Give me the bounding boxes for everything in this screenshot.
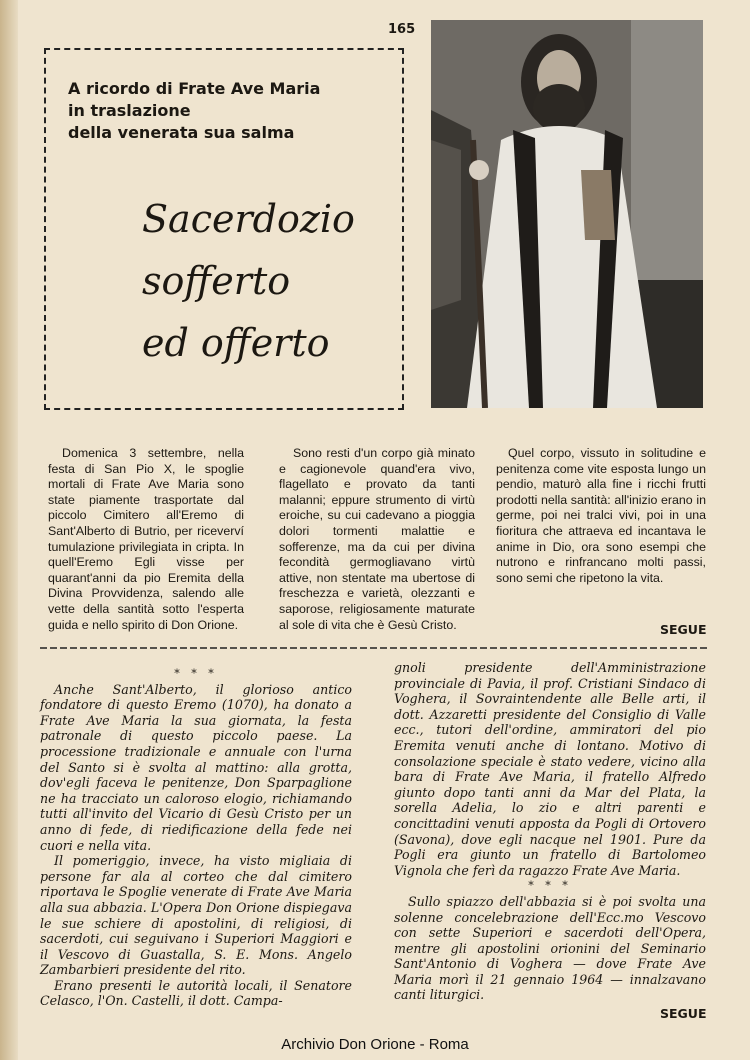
subtitle-line: della venerata sua salma [68,123,295,142]
headline-line: ed offerto [142,321,330,365]
headline-line: Sacerdozio [142,197,355,241]
intro-column-3: Quel corpo, vissuto in solitudine e penitenza come vite esposta lungo un pendio, maturò alla fine i ricchi frutti prodotti nella santità: all'inizio erano in germe, poi nei tralci vivi, poi in una fioritura che attraeva ed incantava le anime in Dio, ora sono esempi che nutrono e rinfrancano molti passi, sono semi che ripetono la vita. [496,446,706,585]
intro-column-1: Domenica 3 settembre, nella festa di San Pio X, le spoglie mortali di Frate Ave Maria sono state piamente trasportate dal piccolo Cimitero all'Eremo di Sant'Alberto di Butrio, per riceverví tumulazione privilegiata in cripta. In quell'Eremo Egli visse per quarant'anni da pio Eremita della Divina Provvidenza, salendo alle vette della santità sotto l'esperta guida e nello spirito di Don Orione. [48,446,244,632]
report-paragraph: Sullo spiazzo dell'abbazia si è poi svolta una solenne concelebrazione dell'Ecc.mo Vescovo con sette Superiori e sacerdoti dell'Opera, mentre gli apostolini orionini del Seminario Sant'Antonio di Voghera — dove Frate Ave Maria morì il 21 gennaio 1964 — innalzavano canti liturgici. [394,893,706,1003]
report-paragraph: Il pomeriggio, invece, ha visto migliaia di persone far ala al corteo che dal cimitero riportava le Spoglie venerate di Frate Ave Maria alla sua abbazia. L'Opera Don Orione dispiegava le sue schiere di apostolini, di religiosi, di sacerdoti, cui seguivano i Superiori Maggiori e il Vescovo di Guastalla, S. E. Mons. Angelo Zambarbieri presidente del rito. [40,853,352,978]
section-stars: * * * [528,879,572,893]
page-number: 165 [388,22,416,37]
report-paragraph: Erano presenti le autorità locali, il Senatore Celasco, l'On. Castelli, il dott. Campa- [40,977,352,1009]
report-column-left [40,666,352,1009]
subtitle [68,78,368,144]
intro-column-2: Sono resti d'un corpo già minato e cagionevole quand'era vivo, flagellato e provato da tanti malanni; eppure strumento di virtù eroiche, su cui cadevano a pioggia dolori tormenti malattie e sofferenze, ma da cui per divina fecondità germogliavano virtù attive, non stentate ma ubertose di freschezza e varietà, olezzanti e saporose, religiosamente maturate al sole di vita che è Gesù Cristo. [279,446,475,632]
title-box [44,48,404,410]
section-divider [40,644,708,652]
archive-footer: Archivio Don Orione - Roma [281,1036,469,1053]
report-column-right [394,660,706,1003]
friar-photo-icon [431,20,703,408]
friar-photo [431,20,703,408]
report-paragraph: Anche Sant'Alberto, il glorioso antico fondatore di questo Eremo (1070), ha donato a Frate Ave Maria la sua giornata, la festa patronale di questo piccolo paese. La processione tradizionale e annuale con l'urna del Santo si è svolta al mattino: alla grotta, dov'egli faceva le penitenze, Don Sparpaglione ne ha tracciato un caloroso elogio, richiamando tutti all'invito del Vicario di Gesù Cristo per un anno di fede, di riedificazione della fede nei cuori e nella vita. [40,681,352,853]
section-stars: * * * [174,667,218,680]
segue-label: SEGUE [660,622,707,637]
report-paragraph: gnoli presidente dell'Amministrazione provinciale di Pavia, il prof. Cristiani Sindaco di Voghera, il Sovraintendente alle Belle arti, il dott. Azzaretti presidente del Consiglio di Valle ecc., tutori dell'ordine, ammiratori del pio Eremita venuti anche di lontano. Motivo di consolazione speciale è stato vedere, vicino alla bara di Frate Ave Maria, il fratello Alfredo giunto dopo tanti anni da Mar del Plata, la sorella Adelia, lo zio e altri parenti e concittadini venuti apposta da Pogli di Ortovero (Savona), dove egli nacque nel 1901. Pure da Pogli era giunto un fratello di Bartolomeo Vignola che ferì da ragazzo Frate Ave Maria. [394,660,706,878]
subtitle-line: in traslazione [68,101,191,120]
page-binding-edge [0,0,18,1060]
subtitle-line: A ricordo di Frate Ave Maria [68,79,321,98]
headline-line: sofferto [142,259,291,303]
headline [142,188,402,374]
segue-label: SEGUE [660,1006,707,1021]
